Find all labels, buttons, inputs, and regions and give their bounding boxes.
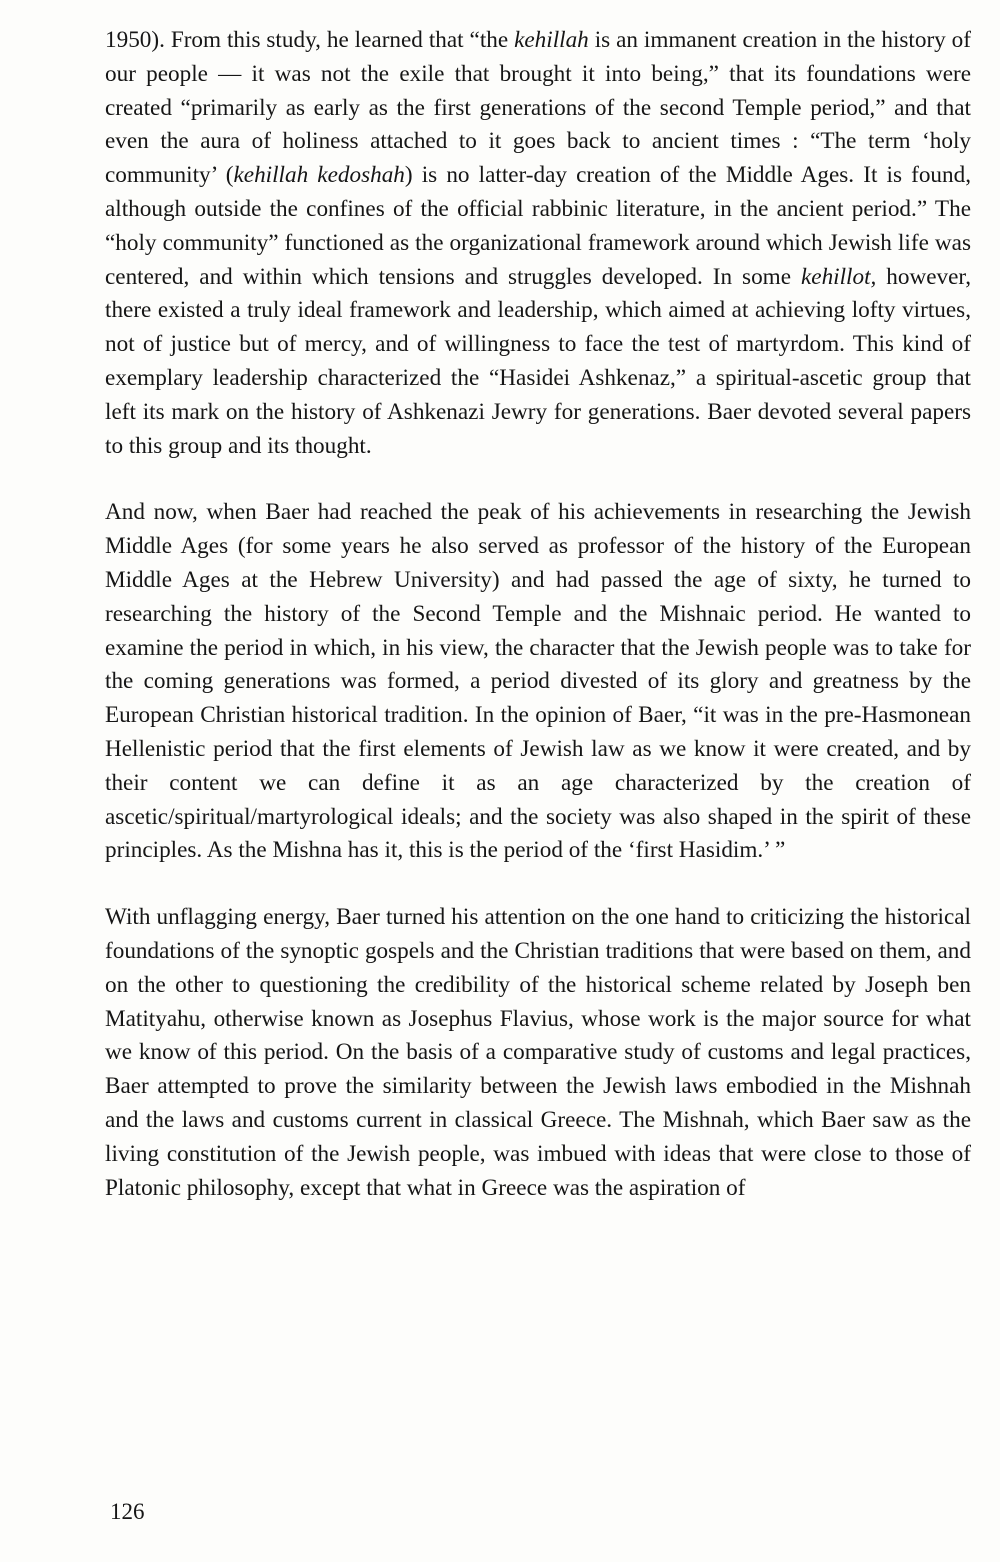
text-run: 1950). From this study, he learned that “the xyxy=(105,27,515,53)
italic-term: kehillah kedoshah xyxy=(233,162,405,189)
page-number: 126 xyxy=(110,1499,145,1524)
paragraph-kehillah xyxy=(105,24,971,463)
paragraph-mishnah xyxy=(105,901,971,1205)
text-run: With unflagging energy, Baer turned his attention on the one hand to criticizing the historical foundations of the synoptic gospels and the Christian traditions that were based on them, and on the other to questioning the credibility of the historical scheme related by Joseph ben Matityahu, otherwise known as Josephus Flavius, whose work is the major source for what we know of this period. On the basis of a comparative study of customs and legal practices, Baer attempted to prove the similarity between the Jewish laws embodied in the Mishnah and the laws and customs current in classical Greece. The Mishnah, which Baer saw as the living constitution of the Jewish people, was imbued with ideas that were close to those of Platonic philosophy, except that what in Greece was the aspiration of xyxy=(105,904,971,1201)
text-run: is an immanent creation in the history of our people — it was not the exile that brought it into being,” that its foundations were created “primarily as early as the first generations of the second Temple period,” and that even the aura of holiness attached to it goes back to ancient times : “The term ‘holy community’ ( xyxy=(105,27,972,189)
text-run: however, there existed a truly ideal framework and leadership, which aimed at achieving lofty virtues, not of justice but of mercy, and of willingness to face the test of martyrdom. This kind of exemplary leadership characterized the “Hasidei Ashkenaz,” a spiritual-ascetic group that left its mark on the history of Ashkenazi Jewry for generations. Baer devoted several papers to this group and its thought. xyxy=(105,263,971,459)
text-run: ) is no latter-day creation of the Middle Ages. It is found, although outside the confines of the official rabbinic literature, in the ancient period.” The “holy community” functioned as the organizational framework around which Jewish life was centered, and within which tensions and struggles developed. In some xyxy=(105,162,971,290)
italic-term: kehillah xyxy=(514,27,589,53)
text-run: And now, when Baer had reached the peak of his achievements in researching the Jewish Middle Ages (for some years he also served as professor of the history of the European Middle Ages at the Hebrew University) and had passed the age of sixty, he turned to researching the history of the Second Temple and the Mishnaic period. He wanted to examine the period in which, in his view, the character that the Jewish people was to take for the coming generations was formed, a period divested of its glory and greatness by the European Christian historical tradition. In the opinion of Baer, “it was in the pre-Hasmonean Hellenistic period that the first elements of Jewish law as we know it were created, and by their content we can define it as an age characterized by the creation of ascetic/spiritual/martyrological ideals; and the society was also shaped in the spirit of these principles. As the Mishna has it, this is the period of the ‘first Hasidim.’ ” xyxy=(105,499,971,864)
page-body xyxy=(105,24,971,1205)
paragraph-second-temple xyxy=(105,496,971,868)
italic-term: kehillot, xyxy=(800,263,877,290)
